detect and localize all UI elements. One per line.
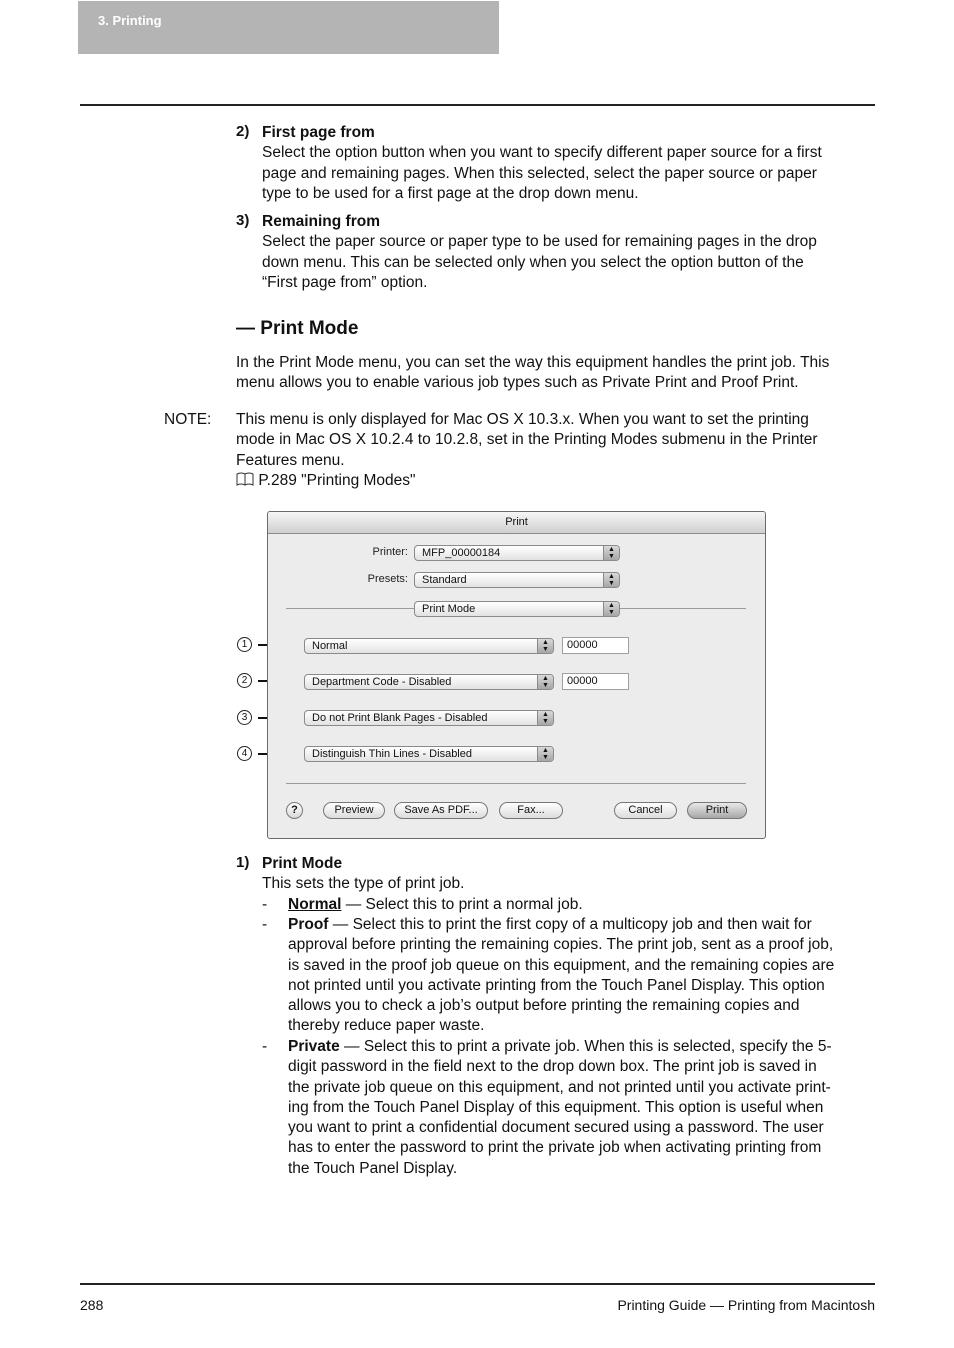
text-span: — Select this to print the first copy of a multicopy job and then wait for [328, 916, 812, 933]
text-line [288, 1037, 888, 1057]
pane-popup[interactable] [414, 601, 620, 617]
department-code-popup[interactable] [304, 674, 554, 690]
bullet-dash: - [262, 1038, 268, 1055]
section-tab-label: 3. Printing [98, 13, 162, 28]
text-line: not printed until you activate printing from the Touch Panel Display. This option [288, 976, 825, 994]
cancel-button[interactable]: Cancel [614, 802, 677, 819]
printer-label: Printer: [372, 546, 408, 558]
page-number: 288 [80, 1297, 104, 1313]
print-mode-value: Normal [312, 640, 348, 652]
item-number: 1) [236, 854, 250, 871]
text-line [288, 895, 878, 915]
text-line: This menu is only displayed for Mac OS X 10.3.x. When you want to set the printing [236, 411, 809, 428]
text-line: ing from the Touch Panel Display of this equipment. This option is useful when [288, 1098, 824, 1116]
updown-arrows-icon: ▲ ▼ [537, 675, 553, 689]
dialog-title: Print [505, 516, 528, 528]
footer-rule [80, 1283, 875, 1285]
text-line: the Touch Panel Display. [288, 1159, 458, 1177]
term: Proof [288, 916, 329, 933]
bullet-private [288, 1037, 888, 1179]
fax-button[interactable]: Fax... [499, 802, 563, 819]
text-line: thereby reduce paper waste. [288, 1017, 485, 1035]
department-code-value: Department Code - Disabled [312, 676, 452, 688]
bullet-proof [288, 915, 878, 1037]
bullet-dash: - [262, 916, 268, 933]
preview-button[interactable]: Preview [323, 802, 385, 819]
text-line: approval before printing the remaining copies. The print job, sent as a proof job, [288, 936, 834, 954]
text-line: is saved in the proof job queue on this equipment, and the remaining copies are [288, 956, 835, 974]
text-line: page and remaining pages. When this selected, select the paper source or paper [262, 164, 817, 182]
item-description: This sets the type of print job. [262, 875, 465, 893]
term: Normal [288, 896, 342, 913]
thin-lines-value: Distinguish Thin Lines - Disabled [312, 748, 472, 760]
blank-pages-value: Do not Print Blank Pages - Disabled [312, 712, 488, 724]
header-rule [80, 104, 875, 106]
text-line: Select the paper source or paper type to be used for remaining pages in the drop [262, 233, 817, 251]
item-print-mode [262, 854, 877, 895]
bullet-dash: - [262, 896, 268, 913]
department-code-field[interactable]: 00000 [562, 673, 629, 690]
text-line: Features menu. [236, 451, 345, 469]
updown-arrows-icon: ▲ ▼ [537, 711, 553, 725]
bullet-normal [288, 895, 878, 915]
text-line: “First page from” option. [262, 273, 428, 291]
print-dialog [267, 511, 766, 839]
text-line: mode in Mac OS X 10.2.4 to 10.2.8, set in the Printing Modes submenu in the Printer [236, 431, 818, 449]
text-line: down menu. This can be selected only when you select the option button of the [262, 253, 804, 271]
updown-arrows-icon: ▲ ▼ [603, 546, 619, 560]
presets-label: Presets: [367, 573, 408, 585]
footer-title: Printing Guide — Printing from Macintosh [617, 1297, 875, 1313]
item-first-page-from [262, 123, 877, 204]
item-number: 3) [236, 212, 250, 229]
note-reference[interactable] [236, 471, 876, 491]
dialog-titlebar [268, 512, 765, 534]
item-title: Remaining from [262, 213, 380, 230]
presets-value: Standard [422, 574, 467, 586]
text-line: the private job queue on this equipment, and not printed until you activate print- [288, 1078, 831, 1096]
text-span: — Select this to print a normal job. [341, 896, 583, 913]
item-remaining-from [262, 212, 877, 293]
password-field[interactable]: 00000 [562, 637, 629, 654]
updown-arrows-icon: ▲ ▼ [603, 602, 619, 616]
text-line [288, 915, 878, 935]
book-icon [236, 472, 254, 486]
updown-arrows-icon: ▲ ▼ [603, 573, 619, 587]
section-intro [236, 353, 876, 394]
text-line: allows you to check a job’s output before printing the remaining copies and [288, 997, 800, 1015]
blank-pages-popup[interactable] [304, 710, 554, 726]
section-heading: — Print Mode [236, 318, 359, 339]
callout-2: 2 [237, 673, 252, 688]
text-line: you want to print a confidential document secured using a password. The user [288, 1119, 824, 1137]
item-number: 2) [236, 123, 250, 140]
text-line: has to enter the password to print the private job when activating printing from [288, 1139, 822, 1157]
section-tab [78, 1, 499, 54]
printer-value: MFP_00000184 [422, 547, 501, 559]
updown-arrows-icon: ▲ ▼ [537, 747, 553, 761]
text-line: menu allows you to enable various job types such as Private Print and Proof Print. [236, 374, 799, 392]
text-line: Select the option button when you want to specify different paper source for a first [262, 144, 822, 162]
save-as-pdf-button[interactable]: Save As PDF... [394, 802, 488, 819]
text-span: — Select this to print a private job. When this is selected, specify the 5- [339, 1038, 832, 1055]
thin-lines-popup[interactable] [304, 746, 554, 762]
item-title: Print Mode [262, 855, 343, 872]
term: Private [288, 1038, 340, 1055]
note-label: NOTE: [164, 411, 212, 428]
note-body [236, 410, 876, 491]
presets-popup[interactable] [414, 572, 620, 588]
text-line: digit password in the field next to the drop down box. The print job is saved in [288, 1058, 817, 1076]
item-title: First page from [262, 124, 375, 141]
print-button[interactable]: Print [687, 802, 747, 819]
printer-popup[interactable] [414, 545, 620, 561]
pane-value: Print Mode [422, 603, 476, 615]
callout-3: 3 [237, 710, 252, 725]
callout-4: 4 [237, 746, 252, 761]
reference-link[interactable]: P.289 "Printing Modes" [258, 471, 416, 489]
text-line: In the Print Mode menu, you can set the way this equipment handles the print job. This [236, 354, 830, 371]
help-button[interactable]: ? [286, 802, 303, 819]
callout-1: 1 [237, 637, 252, 652]
print-mode-popup[interactable] [304, 638, 554, 654]
updown-arrows-icon: ▲ ▼ [537, 639, 553, 653]
button-separator [286, 783, 746, 784]
text-line: type to be used for a first page at the drop down menu. [262, 184, 639, 202]
